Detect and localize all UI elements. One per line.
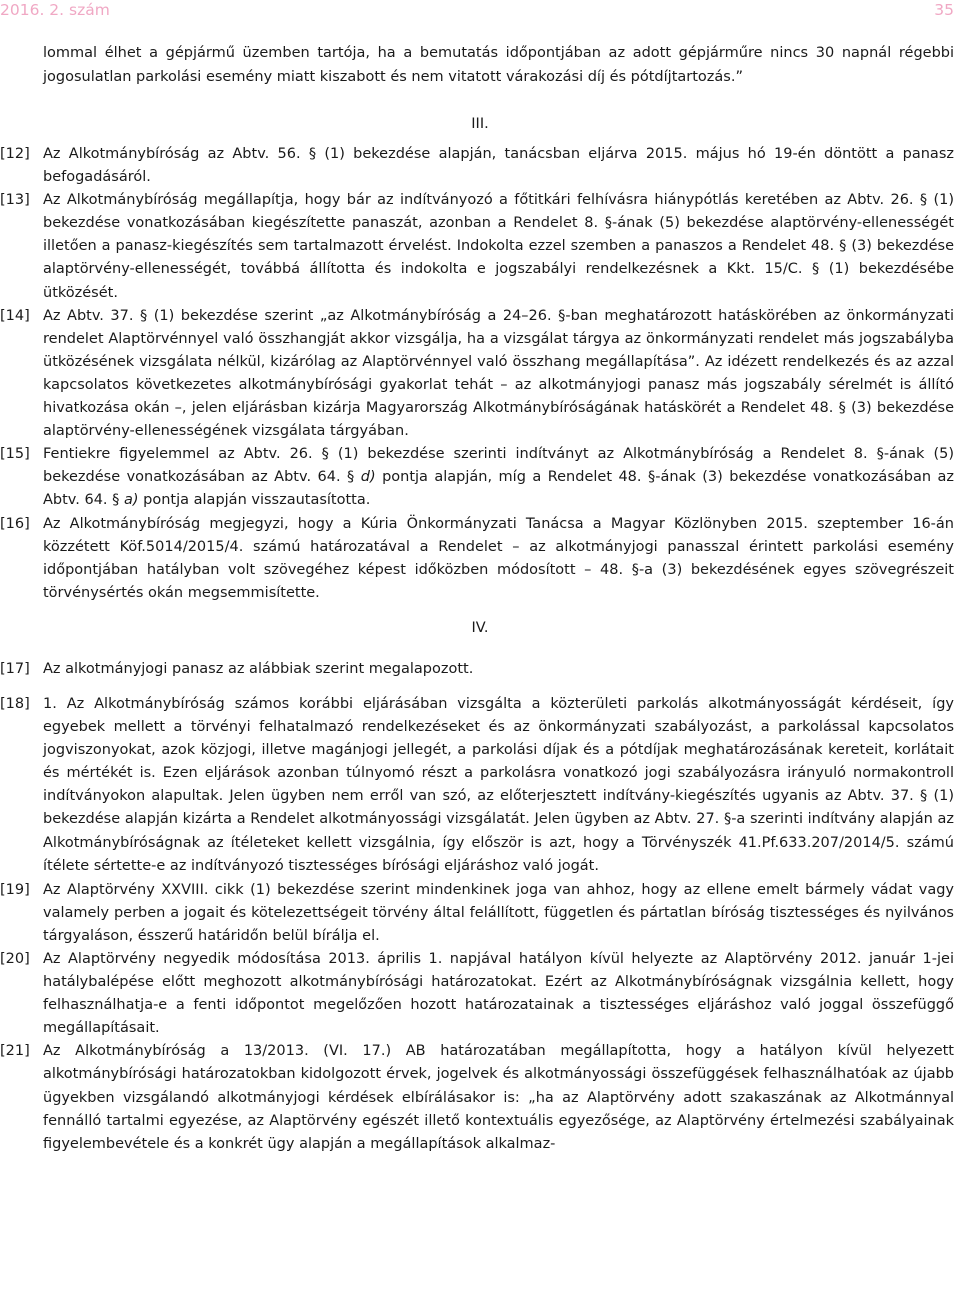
paragraph-number: [19] <box>0 881 30 898</box>
paragraph-text <box>43 446 954 508</box>
page-number: 35 <box>934 1 954 19</box>
paragraph-number: [21] <box>0 1043 30 1060</box>
paragraph-text: Az Abtv. 37. § (1) bekezdése szerint „az Alkotmánybíróság a 24–26. §-ban meghatározott hatáskörében az önkormányzati rendelet Alaptörvénnyel való összhangját akkor vizsgálja, ha a vizsgálat tárgya az önkormányzati rendelet más jogszabályba ütközésének vizsgálata nélkül, kizárólag az Alaptörvénnyel való összhang megállapítása”. Az idézett rendelkezés és az azzal kapcsolatos következetes alkotmánybírósági gyakorlat tehát – az alkotmányjogi panasz más jogszabály sérelmét is állító hivatkozása okán –, jelen eljárásban kizárja Magyarország Alkotmánybíróságának hatáskörét a Rendelet 48. § (3) bekezdése alaptörvény-ellenességének vizsgálata tárgyában. <box>43 307 954 440</box>
paragraph-15 <box>0 443 960 512</box>
paragraph-text: Az Alaptörvény negyedik módosítása 2013. április 1. napjával hatályon kívül helyezte az Alaptörvény 2012. január 1-jei hatálybalépése előtt meghozott alkotmánybírósági határozatokat. Ezért az Alkotmánybíróságnak vizsgálnia kellett, hogy felhasználhatja-e a fenti időpontot megelőzően hozott határozatainak a tisztességes eljáráshoz való joggal összefüggő megállapításait. <box>43 951 954 1037</box>
section-heading-iii: III. <box>471 116 489 132</box>
paragraph-21 <box>0 1040 960 1155</box>
paragraph-14 <box>0 305 960 444</box>
intro-paragraph: lommal élhet a gépjármű üzemben tartója, ha a bemutatás időpontjában az adott gépjárműre nincs 30 napnál régebbi jogosulatlan parkolási esemény miatt kiszabott és nem vitatott várakozási díj és pótdíjtartozás.” <box>43 45 954 85</box>
italic-point-a: a) <box>124 492 139 509</box>
paragraph-16 <box>0 513 960 605</box>
paragraph-number: [20] <box>0 951 30 967</box>
paragraph-text: Az Alkotmánybíróság megállapítja, hogy bár az indítványozó a főtitkári felhívásra hiánypótlás keretében az Abtv. 26. § (1) bekezdése vonatkozásában kiegészítette panaszát, azonban a Rendelet 8. §-ának (5) bekezdése alaptörvény-ellenességét illetően a panasz-kiegészítés sem tartalmazott érvelést. Indokolta ezzel szemben a panaszos a Rendelet 48. § (3) bekezdése alaptörvény-ellenességét, továbbá állította és indokolta e jogszabályi rendelkezésnek a Kkt. 15/C. § (1) bekezdésébe ütközését. <box>43 192 954 301</box>
paragraph-number: [16] <box>0 515 30 532</box>
page-header <box>0 0 960 24</box>
document-body <box>0 42 960 1156</box>
paragraph-number: [13] <box>0 192 30 209</box>
paragraph-text: Az alkotmányjogi panasz az alábbiak szerint megalapozott. <box>43 660 474 677</box>
paragraph-number: [14] <box>0 307 30 324</box>
paragraph-text: Az Alkotmánybíróság megjegyzi, hogy a Kúria Önkormányzati Tanácsa a Magyar Közlönyben 2015. szeptember 16-án közzétett Köf.5014/2015/4. számú határozatával a Rendelet – az alkotmányjogi panasszal érintett parkolási esemény időpontjában hatályban volt szövegéhez képest időközben módosított – 48. §-a (3) bekezdésének egyes szövegrészeit törvénysértés okán megsemmisítette. <box>43 515 954 601</box>
issue-label: 2016. 2. szám <box>0 1 110 19</box>
paragraph-text: Az Alkotmánybíróság az Abtv. 56. § (1) bekezdése alapján, tanácsban eljárva 2015. május hó 19-én döntött a panasz befogadásáról. <box>43 146 954 186</box>
paragraph-19 <box>0 879 960 948</box>
paragraph-number: [15] <box>0 446 30 463</box>
paragraph-number: [12] <box>0 146 30 162</box>
paragraph-17 <box>0 658 960 681</box>
text-segment: Fentiekre figyelemmel az Abtv. 26. § (1) bekezdése szerinti indítványt az Alkotmánybíróság a Rendelet 8. §-ának (5) bekezdése vonatkozásában az Abtv. 64. § <box>43 446 954 486</box>
paragraph-text: Az Alaptörvény XXVIII. cikk (1) bekezdése szerint mindenkinek joga van ahhoz, hogy az ellene emelt bármely vádat vagy valamely perben a jogait és kötelezettségeit törvény által felállított, független és pártatlan bíróság tisztességes és nyilvános tárgyaláson, ésszerű határidőn belül bírálja el. <box>43 881 954 944</box>
paragraph-text: 1. Az Alkotmánybíróság számos korábbi eljárásában vizsgálta a közterületi parkolás alkotmányosságát kérdéseit, így egyebek mellett a törvényi felhatalmazó rendelkezéseket és az önkormányzati szabályozást, a parkolással kapcsolatos jogviszonyokat, azok közjogi, illetve magánjogi jellegét, a parkolási díjak és a pótdíjak meghatározásának kereteit, korlátait és mértékét is. Ezen eljárások azonban túlnyomó részt a parkolásra vonatkozó jogi szabályozásra irányuló normakontroll indítványokon alapultak. Jelen ügyben nem erről van szó, az előterjesztett indítvány-kiegészítés ugyanis az Abtv. 37. § (1) bekezdése alapján kizárta a Rendelet alkotmányossági vizsgálatát. Jelen ügyben az Abtv. 27. §-a szerinti indítvány alapján az Alkotmánybíróságnak az ítéleteket kellett vizsgálnia, így először is azt, hogy a Törvényszék 41.Pf.633.207/2014/5. számú ítélete sértette-e az indítványozó tisztességes bírósági eljáráshoz való jogát. <box>43 695 954 874</box>
paragraph-number: [17] <box>0 660 30 677</box>
paragraph-number: [18] <box>0 695 30 712</box>
section-heading-iv: IV. <box>471 619 489 636</box>
italic-point-d: d) <box>360 469 376 486</box>
text-segment: pontja alapján, míg a Rendelet 48. §-ának (3) bekezdése vonatkozásában az Abtv. 64. § <box>43 469 954 509</box>
text-segment: pontja alapján visszautasította. <box>138 492 371 509</box>
paragraph-text: Az Alkotmánybíróság a 13/2013. (VI. 17.) AB határozatában megállapította, hogy a hatályon kívül helyezett alkotmánybírósági határozatokban kidolgozott érvek, jogelvek és alkotmányossági összefüggések felhasználhatóak az újabb ügyekben vizsgálandó alkotmányjogi kérdések elbírálásakor is: „ha az Alaptörvény adott szakaszának az Alkotmánnyal fennálló tartalmi egyezése, az Alaptörvény egészét illető kontextuális egyezősége, az Alaptörvény értelmezési szabályainak figyelembevétele és a konkrét ügy alapján a megállapítások alkalmaz- <box>43 1043 954 1152</box>
paragraph-18 <box>0 693 960 878</box>
paragraph-20 <box>0 948 960 1040</box>
paragraph-13 <box>0 189 960 304</box>
paragraph-12 <box>0 143 960 189</box>
